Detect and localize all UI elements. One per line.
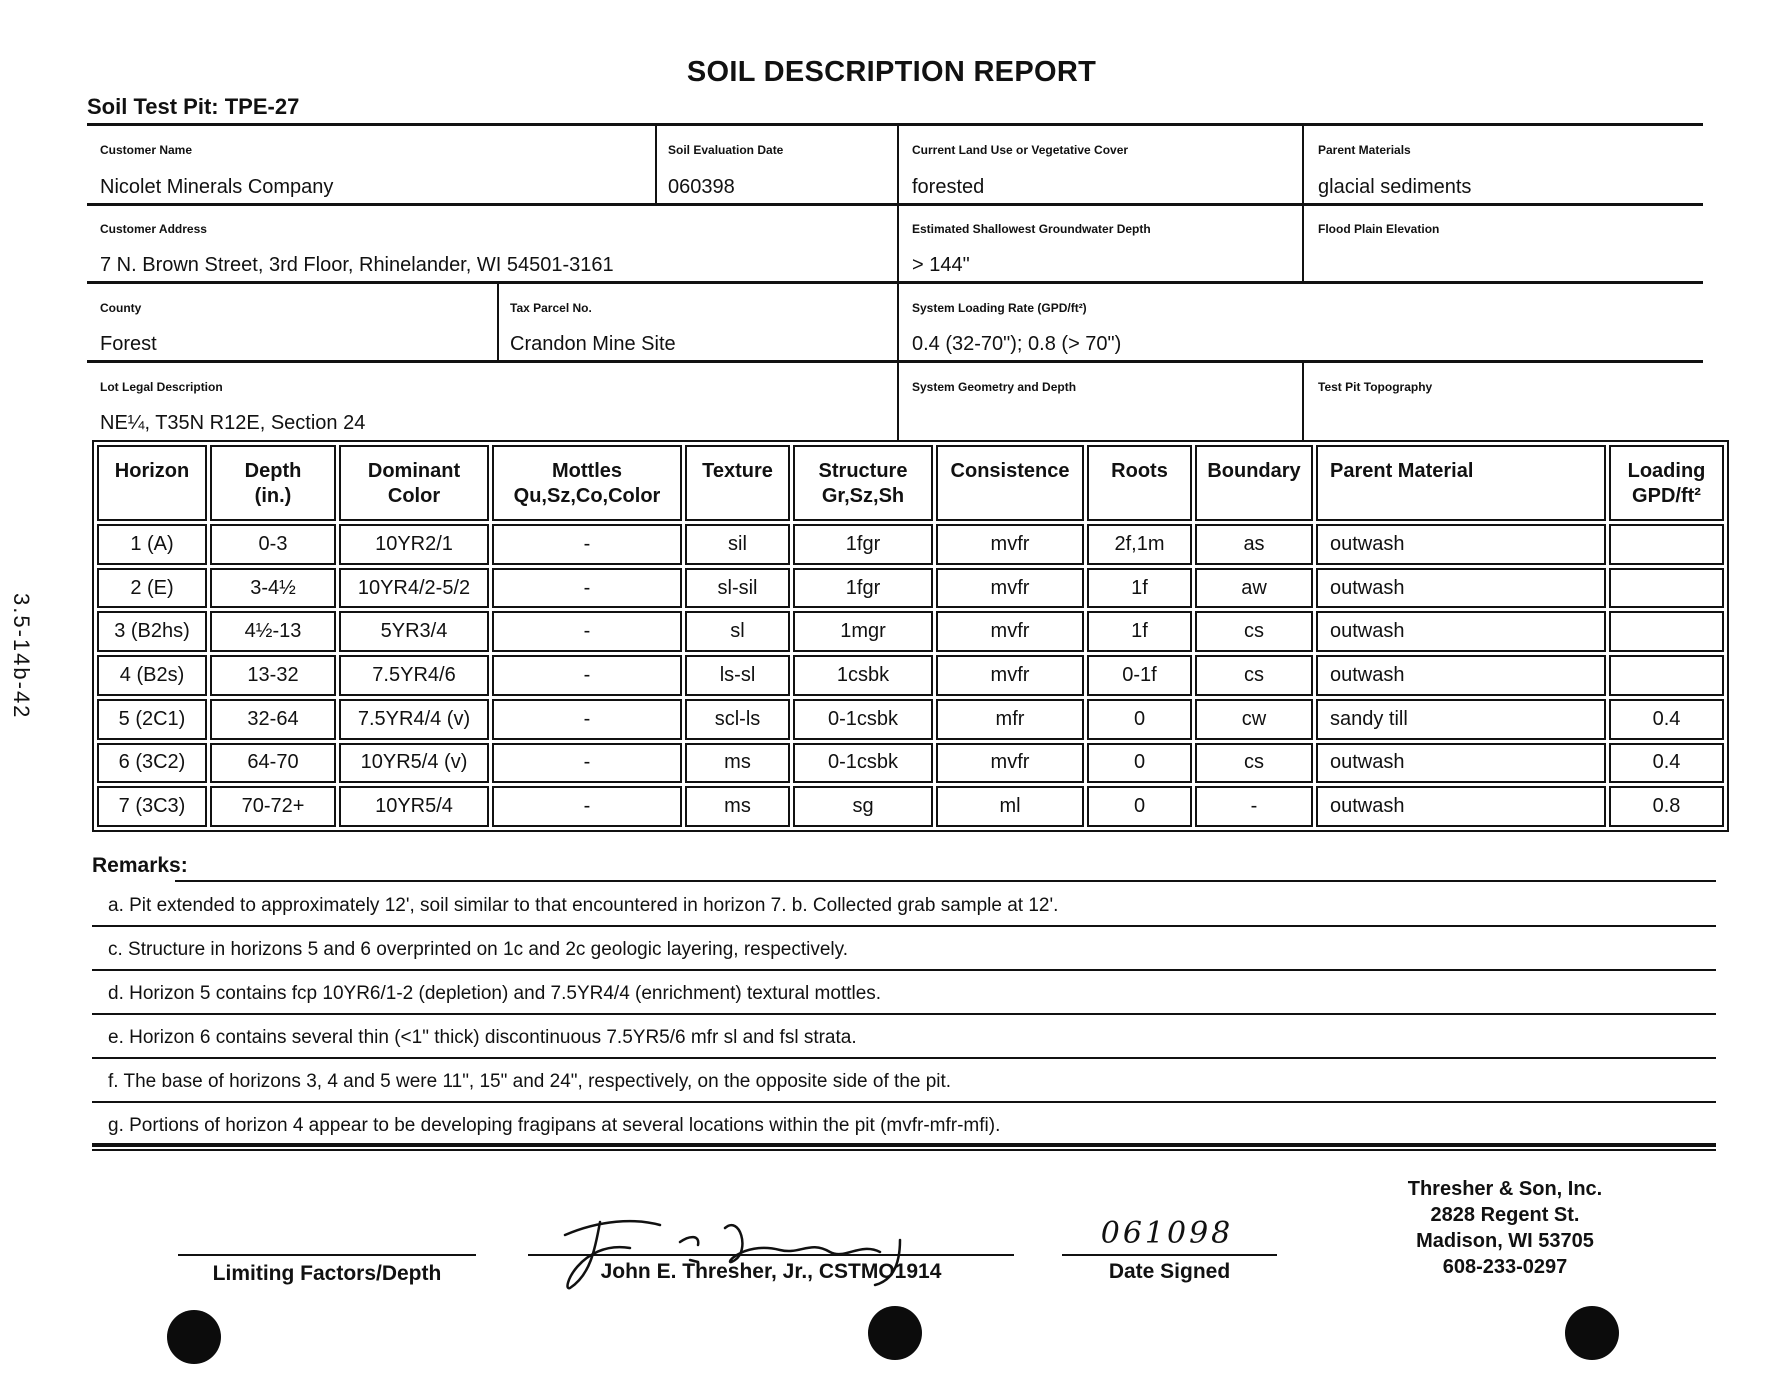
table-cell: 64-70 [210, 743, 336, 784]
table-cell: outwash [1316, 611, 1606, 652]
binder-hole [868, 1306, 922, 1360]
table-cell: 1f [1087, 568, 1192, 609]
table-cell: cs [1195, 655, 1313, 696]
column-header [1316, 445, 1606, 521]
column-header-line1: Loading [1627, 460, 1706, 482]
tax-parcel-value: Crandon Mine Site [510, 333, 676, 355]
table-cell: outwash [1316, 743, 1606, 784]
table-cell: - [1195, 786, 1313, 827]
groundwater-depth-value: > 144" [912, 254, 970, 276]
table-cell: 0.4 [1609, 743, 1724, 784]
side-reference-number: 3.5-14b-42 [9, 593, 34, 720]
column-header [793, 445, 933, 521]
table-cell [1609, 568, 1724, 609]
company-city: Madison, WI 53705 [1416, 1230, 1594, 1252]
table-cell: - [492, 655, 682, 696]
table-cell: cw [1195, 699, 1313, 740]
table-body [97, 524, 1724, 827]
table-cell: 5YR3/4 [339, 611, 489, 652]
divider [1302, 125, 1304, 283]
column-header [492, 445, 682, 521]
table-row [97, 743, 1724, 784]
soil-horizon-table [92, 440, 1729, 832]
limiting-factors-line [178, 1254, 476, 1256]
table-cell [1609, 655, 1724, 696]
remark-rule [92, 925, 1716, 927]
column-header [1087, 445, 1192, 521]
column-header [685, 445, 790, 521]
remarks-title: Remarks: [92, 854, 188, 877]
table-row [97, 786, 1724, 827]
table-cell: 10YR5/4 [339, 786, 489, 827]
table-cell: aw [1195, 568, 1313, 609]
binder-hole [167, 1310, 221, 1364]
table-cell: 3-4½ [210, 568, 336, 609]
parent-materials-label: Parent Materials [1318, 143, 1411, 157]
table-cell: - [492, 743, 682, 784]
table-row [97, 611, 1724, 652]
table-cell: mfr [936, 699, 1084, 740]
lot-legal-label: Lot Legal Description [100, 380, 223, 394]
topography-label: Test Pit Topography [1318, 380, 1433, 394]
table-cell: cs [1195, 611, 1313, 652]
column-header-line2: (in.) [254, 485, 292, 507]
column-header-line2: GPD/ft² [1632, 485, 1701, 507]
table-cell: sil [685, 524, 790, 565]
table-cell: outwash [1316, 786, 1606, 827]
table-cell: - [492, 786, 682, 827]
table-row [97, 655, 1724, 696]
remark-rule [92, 969, 1716, 971]
divider [655, 125, 657, 205]
column-header [339, 445, 489, 521]
column-header-line1: Consistence [950, 460, 1070, 482]
parent-materials-value: glacial sediments [1318, 176, 1472, 198]
loading-rate-label: System Loading Rate (GPD/ft²) [912, 301, 1087, 315]
table-cell: outwash [1316, 524, 1606, 565]
table-cell: 4½-13 [210, 611, 336, 652]
table-cell: 3 (B2hs) [97, 611, 207, 652]
county-label: County [100, 301, 142, 315]
table-cell: sl [685, 611, 790, 652]
table-cell [1609, 611, 1724, 652]
column-header-line1: Horizon [114, 460, 190, 482]
tax-parcel-label: Tax Parcel No. [510, 301, 592, 315]
table-cell: 0-1csbk [793, 699, 933, 740]
column-header-line2: Qu,Sz,Co,Color [513, 485, 661, 507]
column-header-line2: Gr,Sz,Sh [821, 485, 905, 507]
divider [87, 281, 1703, 284]
remark-line: e. Horizon 6 contains several thin (<1" thick) discontinuous 7.5YR5/6 mfr sl and fsl strata. [108, 1027, 857, 1048]
signature-line [528, 1254, 1014, 1256]
table-row [97, 568, 1724, 609]
table-cell: 1 (A) [97, 524, 207, 565]
flood-plain-label: Flood Plain Elevation [1318, 222, 1440, 236]
divider [175, 880, 1716, 882]
company-phone: 608-233-0297 [1442, 1256, 1568, 1278]
remark-line: c. Structure in horizons 5 and 6 overprinted on 1c and 2c geologic layering, respectively. [108, 939, 849, 960]
divider [87, 360, 1703, 363]
land-use-value: forested [912, 176, 985, 198]
table-cell: mvfr [936, 611, 1084, 652]
table-cell: 7 (3C3) [97, 786, 207, 827]
table-cell: 32-64 [210, 699, 336, 740]
table-cell: sg [793, 786, 933, 827]
table-cell: outwash [1316, 655, 1606, 696]
date-signed-label: Date Signed [1108, 1260, 1231, 1283]
table-cell: sl-sil [685, 568, 790, 609]
company-street: 2828 Regent St. [1430, 1204, 1580, 1226]
soil-eval-date-label: Soil Evaluation Date [668, 143, 784, 157]
table-cell: 1fgr [793, 568, 933, 609]
customer-name-value: Nicolet Minerals Company [100, 176, 334, 198]
divider [497, 283, 499, 362]
table-cell: mvfr [936, 524, 1084, 565]
table-cell: 2f,1m [1087, 524, 1192, 565]
table-cell: 1f [1087, 611, 1192, 652]
column-header-line1: Structure [818, 460, 908, 482]
soil-eval-date-value: 060398 [668, 176, 735, 198]
date-signed-value: 061098 [1100, 1216, 1234, 1251]
groundwater-depth-label: Estimated Shallowest Groundwater Depth [912, 222, 1151, 236]
table-cell: - [492, 524, 682, 565]
table-row [97, 699, 1724, 740]
divider [87, 203, 1703, 206]
loading-rate-value: 0.4 (32-70"); 0.8 (> 70") [912, 333, 1122, 355]
column-header [210, 445, 336, 521]
system-geometry-label: System Geometry and Depth [912, 380, 1077, 394]
table-cell: ms [685, 743, 790, 784]
table-cell: 0.8 [1609, 786, 1724, 827]
remark-rule [92, 1145, 1716, 1147]
company-name: Thresher & Son, Inc. [1407, 1178, 1603, 1200]
table-cell: cs [1195, 743, 1313, 784]
table-cell: ml [936, 786, 1084, 827]
table-cell: 1fgr [793, 524, 933, 565]
date-signed-line [1062, 1254, 1277, 1256]
land-use-label: Current Land Use or Vegetative Cover [912, 143, 1129, 157]
table-cell: mvfr [936, 743, 1084, 784]
table-cell [1609, 524, 1724, 565]
table-cell: mvfr [936, 568, 1084, 609]
customer-name-label: Customer Name [100, 143, 193, 157]
table-cell: 10YR5/4 (v) [339, 743, 489, 784]
column-header-line1: Dominant [367, 460, 461, 482]
table-cell: as [1195, 524, 1313, 565]
binder-hole [1565, 1306, 1619, 1360]
table-cell: 70-72+ [210, 786, 336, 827]
table-cell: 7.5YR4/6 [339, 655, 489, 696]
customer-address-label: Customer Address [100, 222, 207, 236]
table-cell: 1csbk [793, 655, 933, 696]
customer-address-value: 7 N. Brown Street, 3rd Floor, Rhinelander, WI 54501-3161 [100, 254, 614, 276]
table-cell: 10YR4/2-5/2 [339, 568, 489, 609]
table-cell: 0-1csbk [793, 743, 933, 784]
table-cell: scl-ls [685, 699, 790, 740]
table-cell: 0 [1087, 699, 1192, 740]
table-cell: sandy till [1316, 699, 1606, 740]
table-cell: 10YR2/1 [339, 524, 489, 565]
remark-line: g. Portions of horizon 4 appear to be developing fragipans at several locations within the pit (mvfr-mfr-mfi). [108, 1115, 1001, 1136]
table-cell: 0 [1087, 743, 1192, 784]
column-header [97, 445, 207, 521]
column-header [936, 445, 1084, 521]
table-cell: - [492, 699, 682, 740]
table-cell: 0 [1087, 786, 1192, 827]
column-header-line2: Color [387, 485, 441, 507]
county-value: Forest [100, 333, 157, 355]
table-cell: 0.4 [1609, 699, 1724, 740]
divider [897, 125, 899, 440]
signer-name: John E. Thresher, Jr., CSTMO1914 [600, 1260, 942, 1283]
soil-test-pit: Soil Test Pit: TPE-27 [87, 94, 300, 119]
column-header-line1: Mottles [552, 460, 622, 482]
column-header-line1: Depth [244, 460, 302, 482]
table-cell: 0-3 [210, 524, 336, 565]
column-header-line1: Texture [702, 460, 773, 482]
divider [92, 1149, 1716, 1151]
remark-rule [92, 1101, 1716, 1103]
column-header-line1: Parent Material [1330, 460, 1474, 482]
table-cell: outwash [1316, 568, 1606, 609]
remark-rule [92, 1013, 1716, 1015]
table-cell: 13-32 [210, 655, 336, 696]
limiting-factors-label: Limiting Factors/Depth [212, 1262, 442, 1285]
table-cell: 4 (B2s) [97, 655, 207, 696]
table-cell: ls-sl [685, 655, 790, 696]
table-cell: mvfr [936, 655, 1084, 696]
table-cell: 7.5YR4/4 (v) [339, 699, 489, 740]
remark-rule [92, 1057, 1716, 1059]
table-cell: 1mgr [793, 611, 933, 652]
divider [92, 1143, 1716, 1145]
column-header-line1: Roots [1111, 460, 1168, 482]
table-cell: 5 (2C1) [97, 699, 207, 740]
table-row [97, 524, 1724, 565]
table-cell: 0-1f [1087, 655, 1192, 696]
company-block [1395, 1176, 1615, 1280]
table-cell: 2 (E) [97, 568, 207, 609]
column-header-line1: Boundary [1207, 460, 1301, 482]
divider [1302, 362, 1304, 440]
table-cell: 6 (3C2) [97, 743, 207, 784]
table-cell: ms [685, 786, 790, 827]
table-cell: - [492, 611, 682, 652]
remark-line: d. Horizon 5 contains fcp 10YR6/1-2 (depletion) and 7.5YR4/4 (enrichment) textural mottles. [108, 983, 882, 1004]
column-header [1195, 445, 1313, 521]
remark-line: a. Pit extended to approximately 12', soil similar to that encountered in horizon 7. b. Collected grab sample at 12'. [108, 895, 1059, 916]
divider [87, 123, 1703, 126]
remark-line: f. The base of horizons 3, 4 and 5 were 11", 15" and 24", respectively, on the opposite side of the pit. [108, 1071, 952, 1092]
table-header-row [97, 445, 1724, 521]
column-header [1609, 445, 1724, 521]
table-cell: - [492, 568, 682, 609]
report-title: SOIL DESCRIPTION REPORT [686, 56, 1097, 88]
lot-legal-value: NE¼, T35N R12E, Section 24 [100, 412, 366, 434]
